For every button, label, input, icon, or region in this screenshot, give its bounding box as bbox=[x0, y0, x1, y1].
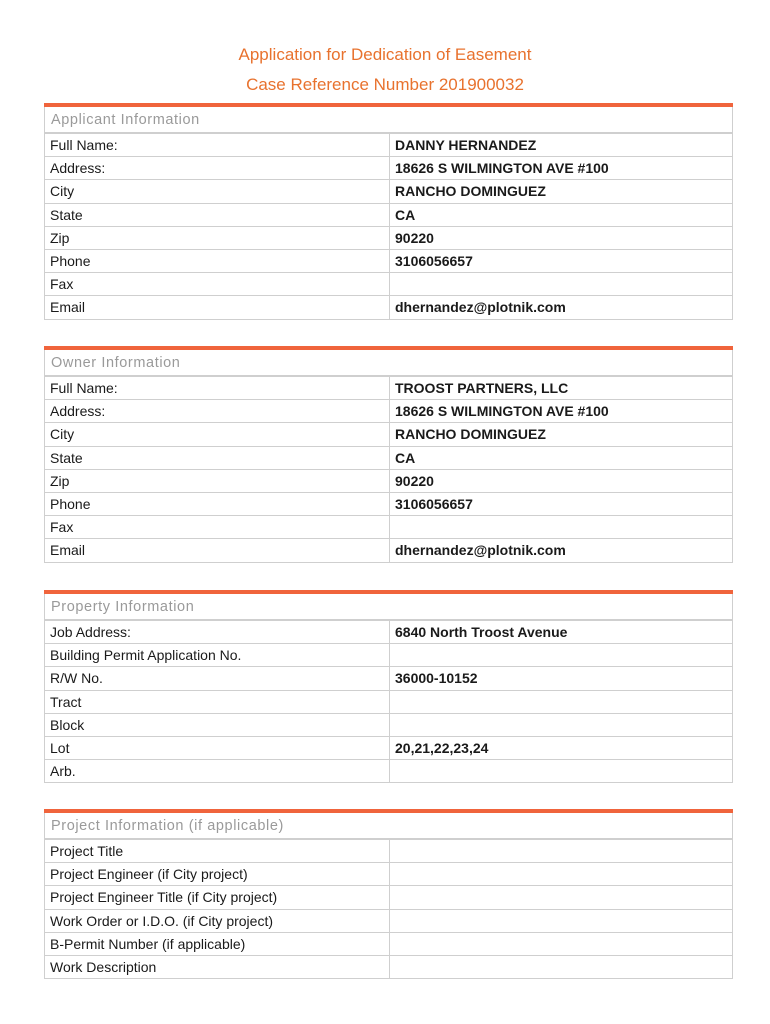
field-value bbox=[390, 273, 733, 296]
field-label: Email bbox=[45, 296, 390, 319]
field-label: Full Name: bbox=[45, 134, 390, 157]
table-row bbox=[45, 621, 733, 644]
table-row bbox=[45, 909, 733, 932]
field-label: Fax bbox=[45, 516, 390, 539]
table-row bbox=[45, 955, 733, 978]
field-value: 3106056657 bbox=[390, 249, 733, 272]
table-row bbox=[45, 736, 733, 759]
field-value bbox=[390, 713, 733, 736]
section-header-applicant: Applicant Information bbox=[44, 107, 733, 133]
field-label: Block bbox=[45, 713, 390, 736]
field-value: 3106056657 bbox=[390, 492, 733, 515]
field-value: DANNY HERNANDEZ bbox=[390, 134, 733, 157]
project-information-section bbox=[44, 809, 733, 979]
property-table bbox=[44, 620, 733, 783]
owner-table bbox=[44, 376, 733, 563]
field-value: RANCHO DOMINGUEZ bbox=[390, 180, 733, 203]
field-label: Work Description bbox=[45, 955, 390, 978]
field-label: State bbox=[45, 446, 390, 469]
field-value: TROOST PARTNERS, LLC bbox=[390, 377, 733, 400]
field-label: Full Name: bbox=[45, 377, 390, 400]
field-value bbox=[390, 760, 733, 783]
table-row bbox=[45, 446, 733, 469]
field-value: 90220 bbox=[390, 469, 733, 492]
field-label: Work Order or I.D.O. (if City project) bbox=[45, 909, 390, 932]
field-label: Tract bbox=[45, 690, 390, 713]
field-label: Email bbox=[45, 539, 390, 562]
applicant-information-section bbox=[44, 103, 733, 320]
table-row bbox=[45, 296, 733, 319]
table-row bbox=[45, 760, 733, 783]
field-label: Job Address: bbox=[45, 621, 390, 644]
field-value bbox=[390, 840, 733, 863]
table-row bbox=[45, 516, 733, 539]
field-value: 6840 North Troost Avenue bbox=[390, 621, 733, 644]
table-row bbox=[45, 377, 733, 400]
document-header bbox=[0, 0, 770, 96]
field-value: 90220 bbox=[390, 226, 733, 249]
table-row bbox=[45, 226, 733, 249]
table-row bbox=[45, 400, 733, 423]
field-label: Lot bbox=[45, 736, 390, 759]
field-label: Project Engineer Title (if City project) bbox=[45, 886, 390, 909]
applicant-table bbox=[44, 133, 733, 320]
table-row bbox=[45, 644, 733, 667]
owner-information-section bbox=[44, 346, 733, 563]
field-value bbox=[390, 886, 733, 909]
field-label: Arb. bbox=[45, 760, 390, 783]
field-value: dhernandez@plotnik.com bbox=[390, 296, 733, 319]
field-label: Zip bbox=[45, 469, 390, 492]
field-label: Building Permit Application No. bbox=[45, 644, 390, 667]
field-label: Address: bbox=[45, 157, 390, 180]
field-label: City bbox=[45, 180, 390, 203]
field-label: State bbox=[45, 203, 390, 226]
table-row bbox=[45, 492, 733, 515]
field-label: City bbox=[45, 423, 390, 446]
field-value: 18626 S WILMINGTON AVE #100 bbox=[390, 400, 733, 423]
property-information-section bbox=[44, 590, 733, 783]
table-row bbox=[45, 840, 733, 863]
table-row bbox=[45, 249, 733, 272]
field-value: dhernandez@plotnik.com bbox=[390, 539, 733, 562]
field-value bbox=[390, 932, 733, 955]
field-value: CA bbox=[390, 446, 733, 469]
field-label: B-Permit Number (if applicable) bbox=[45, 932, 390, 955]
field-value bbox=[390, 516, 733, 539]
field-value bbox=[390, 909, 733, 932]
table-row bbox=[45, 203, 733, 226]
table-row bbox=[45, 273, 733, 296]
field-label: Address: bbox=[45, 400, 390, 423]
field-value bbox=[390, 644, 733, 667]
section-header-project: Project Information (if applicable) bbox=[44, 813, 733, 839]
table-row bbox=[45, 863, 733, 886]
table-row bbox=[45, 469, 733, 492]
table-row bbox=[45, 713, 733, 736]
document-title: Application for Dedication of Easement bbox=[238, 45, 532, 64]
table-row bbox=[45, 932, 733, 955]
field-value bbox=[390, 863, 733, 886]
field-value bbox=[390, 690, 733, 713]
field-label: Project Title bbox=[45, 840, 390, 863]
table-row bbox=[45, 539, 733, 562]
field-label: R/W No. bbox=[45, 667, 390, 690]
section-header-owner: Owner Information bbox=[44, 350, 733, 376]
field-label: Fax bbox=[45, 273, 390, 296]
field-label: Project Engineer (if City project) bbox=[45, 863, 390, 886]
project-table bbox=[44, 839, 733, 979]
field-label: Zip bbox=[45, 226, 390, 249]
table-row bbox=[45, 886, 733, 909]
field-value: 20,21,22,23,24 bbox=[390, 736, 733, 759]
field-value: RANCHO DOMINGUEZ bbox=[390, 423, 733, 446]
table-row bbox=[45, 180, 733, 203]
section-header-property: Property Information bbox=[44, 594, 733, 620]
field-value: 36000-10152 bbox=[390, 667, 733, 690]
field-label: Phone bbox=[45, 492, 390, 515]
field-value: 18626 S WILMINGTON AVE #100 bbox=[390, 157, 733, 180]
table-row bbox=[45, 157, 733, 180]
field-label: Phone bbox=[45, 249, 390, 272]
field-value bbox=[390, 955, 733, 978]
table-row bbox=[45, 134, 733, 157]
field-value: CA bbox=[390, 203, 733, 226]
case-reference-number: Case Reference Number 201900032 bbox=[246, 75, 524, 94]
table-row bbox=[45, 690, 733, 713]
table-row bbox=[45, 667, 733, 690]
table-row bbox=[45, 423, 733, 446]
